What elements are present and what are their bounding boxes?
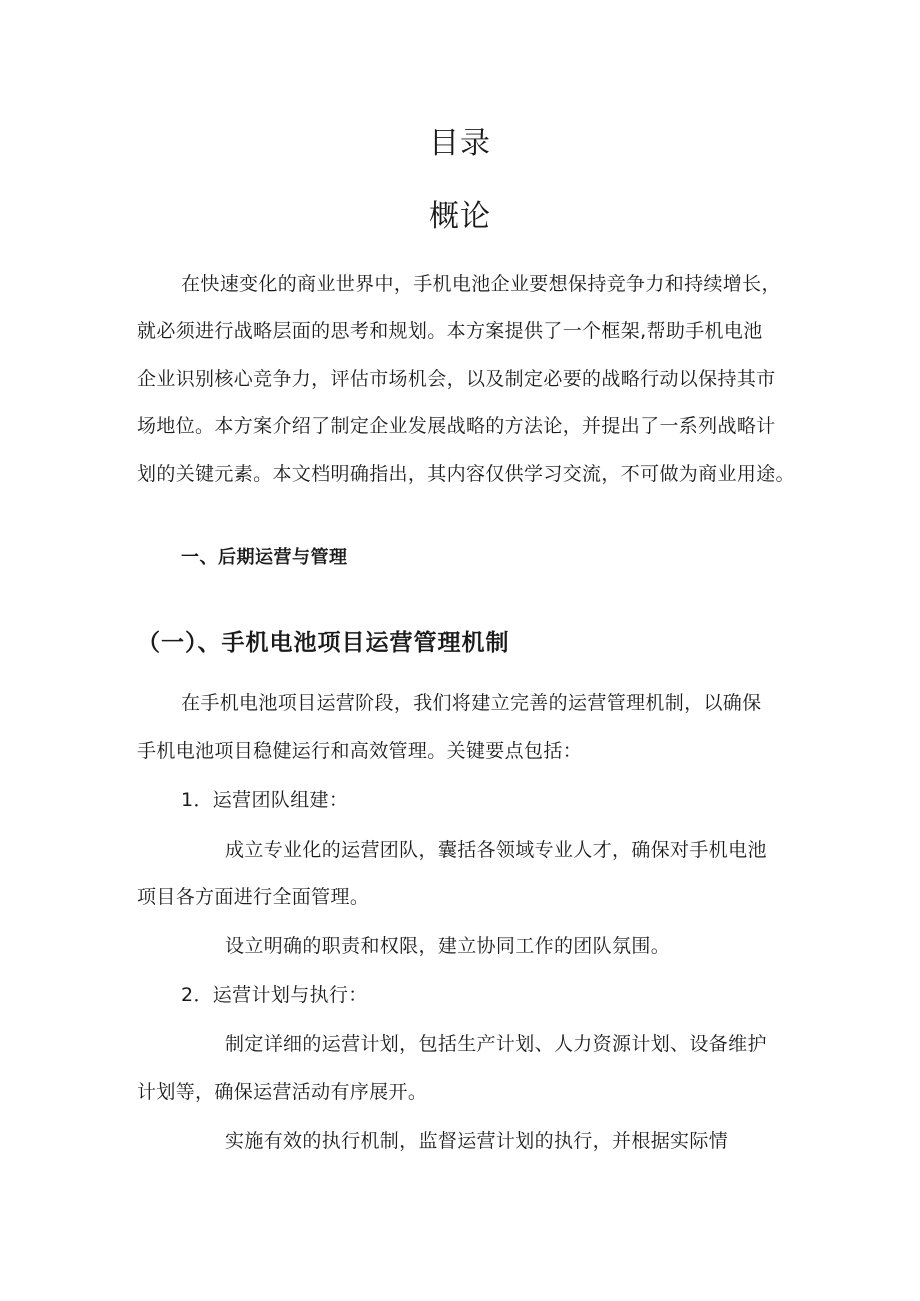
intro-line: 划的关键元素。本文档明确指出，其内容仅供学习交流，不可做为商业用途。 (137, 463, 795, 485)
point-2-line: 制定详细的运营计划，包括生产计划、人力资源计划、设备维护 (225, 1033, 767, 1055)
subsection-intro-line: 手机电池项目稳健运行和高效管理。关键要点包括： (137, 740, 583, 762)
subsection-intro-line: 在手机电池项目运营阶段，我们将建立完善的运营管理机制，以确保 (181, 692, 762, 714)
point-1-line: 项目各方面进行全面管理。 (137, 886, 370, 908)
intro-line: 就必须进行战略层面的思考和规划。本方案提供了一个框架,帮助手机电池 (137, 320, 763, 342)
point-1-paragraph-2: 设立明确的职责和权限，建立协同工作的团队氛围。 (225, 935, 671, 957)
intro-line: 场地位。本方案介绍了制定企业发展战略的方法论，并提出了一系列战略计 (137, 415, 776, 437)
intro-line: 企业识别核心竞争力，评估市场机会，以及制定必要的战略行动以保持其市 (137, 368, 776, 390)
intro-line: 在快速变化的商业世界中，手机电池企业要想保持竞争力和持续增长， (181, 273, 781, 295)
point-2-line: 计划等，确保运营活动有序展开。 (137, 1081, 428, 1103)
intro-title: 概论 (429, 199, 491, 234)
point-2-paragraph-2: 实施有效的执行机制，监督运营计划的执行，并根据实际情 (225, 1130, 729, 1152)
point-1-line: 成立专业化的运营团队，囊括各领域专业人才，确保对手机电池 (225, 839, 767, 861)
point-1-title: 1．运营团队组建： (181, 789, 349, 811)
toc-title: 目录 (429, 126, 491, 161)
section-heading: 一、后期运营与管理 (181, 547, 348, 568)
point-2-title: 2．运营计划与执行： (181, 984, 368, 1006)
subsection-heading: （一）、手机电池项目运营管理机制 (137, 630, 510, 656)
